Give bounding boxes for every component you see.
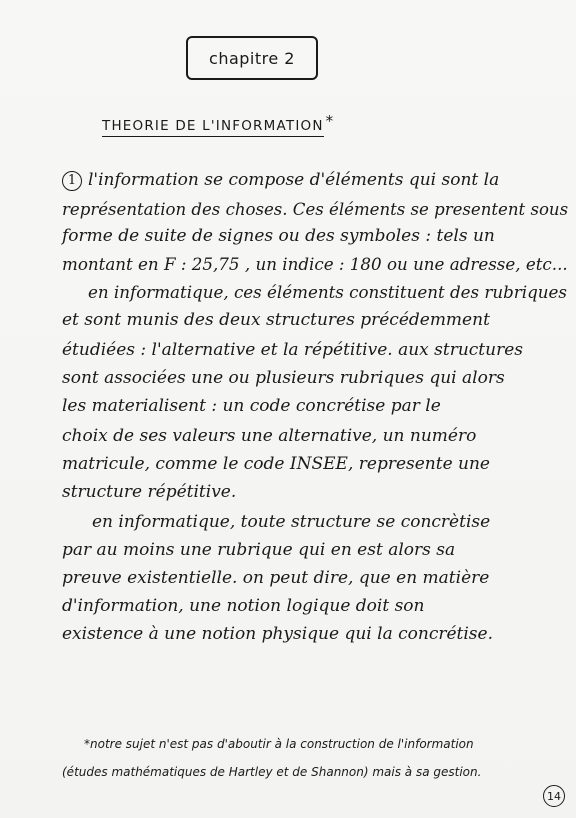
section-title [102,112,334,134]
text-line-1-content: l'information se compose d'éléments qui sont la [88,170,500,190]
section-title-text: THEORIE DE L'INFORMATION [102,118,324,137]
page-number: 14 [547,789,561,803]
text-line-6: et sont munis des deux structures précédemment [62,310,490,330]
text-line-1 [62,170,499,191]
text-line-7: étudiées : l'alternative et la répétitive. aux structures [62,340,523,360]
page-number-badge [543,785,565,807]
text-line-8: sont associées une ou plusieurs rubriques qui alors [62,368,505,388]
text-line-17: existence à une notion physique qui la concrétise. [62,624,493,644]
paragraph-number: 1 [62,171,82,191]
text-line-12: structure répétitive. [62,482,237,502]
text-line-4: montant en F : 25,75 , un indice : 180 ou une adresse, etc... [62,254,568,274]
footnote-line-1: *notre sujet n'est pas d'aboutir à la construction de l'information [84,737,474,751]
text-line-3: forme de suite de signes ou des symboles : tels un [62,226,495,246]
text-line-15: preuve existentielle. on peut dire, que en matière [62,568,490,588]
section-title-footnote-marker: * [325,112,335,130]
chapter-label: chapitre 2 [209,48,295,68]
text-line-10: choix de ses valeurs une alternative, un numéro [62,426,477,446]
text-line-14: par au moins une rubrique qui en est alors sa [62,540,456,560]
footnote-line-2: (études mathématiques de Hartley et de Shannon) mais à sa gestion. [62,765,482,779]
text-line-2: représentation des choses. Ces éléments se presentent sous [62,200,569,219]
text-line-16: d'information, une notion logique doit son [62,596,425,616]
text-line-9: les materialisent : un code concrétise par le [62,396,441,416]
chapter-heading-box [186,36,318,80]
text-line-13: en informatique, toute structure se concrètise [92,512,491,532]
text-line-11: matricule, comme le code INSEE, represente une [62,454,490,474]
text-line-5: en informatique, ces éléments constituent des rubriques [88,282,567,302]
